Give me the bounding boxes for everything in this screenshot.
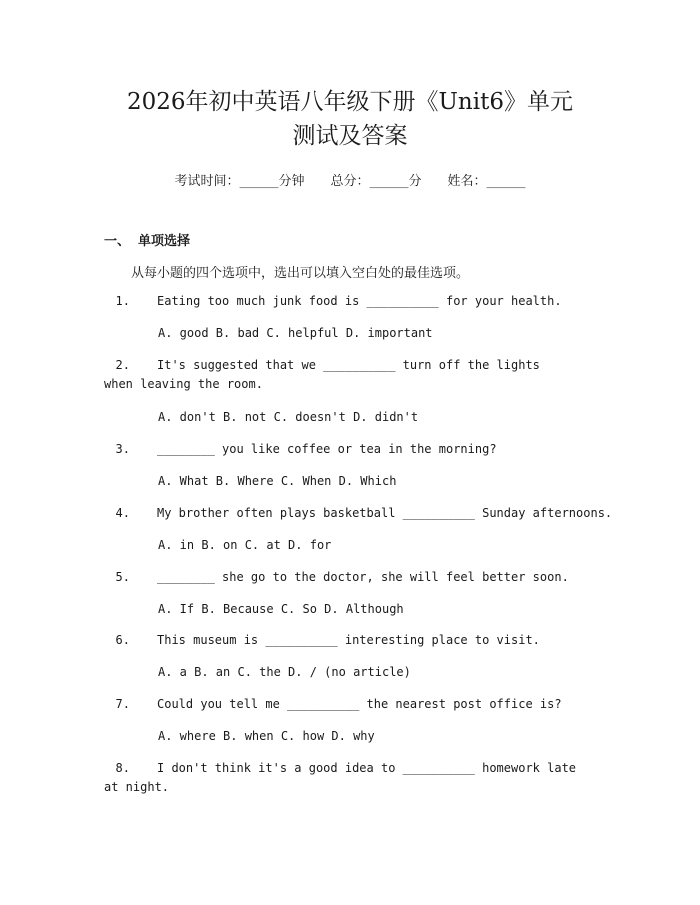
question-7 [104, 695, 604, 714]
section-heading [104, 230, 190, 249]
question-number: 1. [115, 294, 130, 308]
question-4 [104, 504, 624, 523]
exam-total-score: 总分：______分 [330, 174, 422, 189]
document-title-line1: 2026年初中英语八年级下册《Unit6》单元 [127, 89, 573, 115]
question-6 [104, 631, 604, 650]
question-2-options: A. don't B. not C. doesn't D. didn't [158, 410, 419, 424]
section-number: 一、 [104, 234, 131, 249]
question-8 [104, 759, 584, 797]
question-2 [104, 356, 574, 394]
section-instruction: 从每小题的四个选项中，选出可以填入空白处的最佳选项。 [131, 266, 470, 281]
question-number: 8. [115, 761, 130, 775]
question-3-options: A. What B. Where C. When D. Which [158, 474, 397, 488]
question-4-options: A. in B. on C. at D. for [158, 538, 332, 552]
question-number: 2. [115, 358, 130, 372]
question-1-options: A. good B. bad C. helpful D. important [158, 326, 433, 340]
question-text: Could you tell me __________ the nearest post office is? [157, 697, 562, 711]
question-5 [104, 568, 604, 587]
section-title: 单项选择 [138, 234, 191, 249]
question-number: 4. [115, 506, 130, 520]
question-text: My brother often plays basketball __________ Sunday afternoons. [157, 506, 613, 520]
question-text: I don't think it's a good idea to __________ homework late at night. [104, 761, 577, 794]
question-text: It's suggested that we __________ turn off the lights when leaving the room. [104, 358, 540, 391]
exam-time: 考试时间：______分钟 [174, 174, 305, 189]
question-number: 7. [115, 697, 130, 711]
question-text: This museum is __________ interesting place to visit. [157, 633, 540, 647]
question-3 [104, 440, 604, 459]
exam-meta [0, 170, 700, 189]
question-7-options: A. where B. when C. how D. why [158, 729, 375, 743]
question-6-options: A. a B. an C. the D. / (no article) [158, 665, 411, 679]
question-number: 6. [115, 633, 130, 647]
question-1 [104, 292, 604, 311]
document-title-line2: 测试及答案 [292, 123, 408, 149]
question-5-options: A. If B. Because C. So D. Although [158, 602, 404, 616]
question-text: ________ she go to the doctor, she will feel better soon. [157, 570, 569, 584]
question-text: Eating too much junk food is __________ for your health. [157, 294, 562, 308]
question-number: 5. [115, 570, 130, 584]
question-number: 3. [115, 442, 130, 456]
student-name: 姓名：______ [447, 174, 526, 189]
question-text: ________ you like coffee or tea in the morning? [157, 442, 497, 456]
